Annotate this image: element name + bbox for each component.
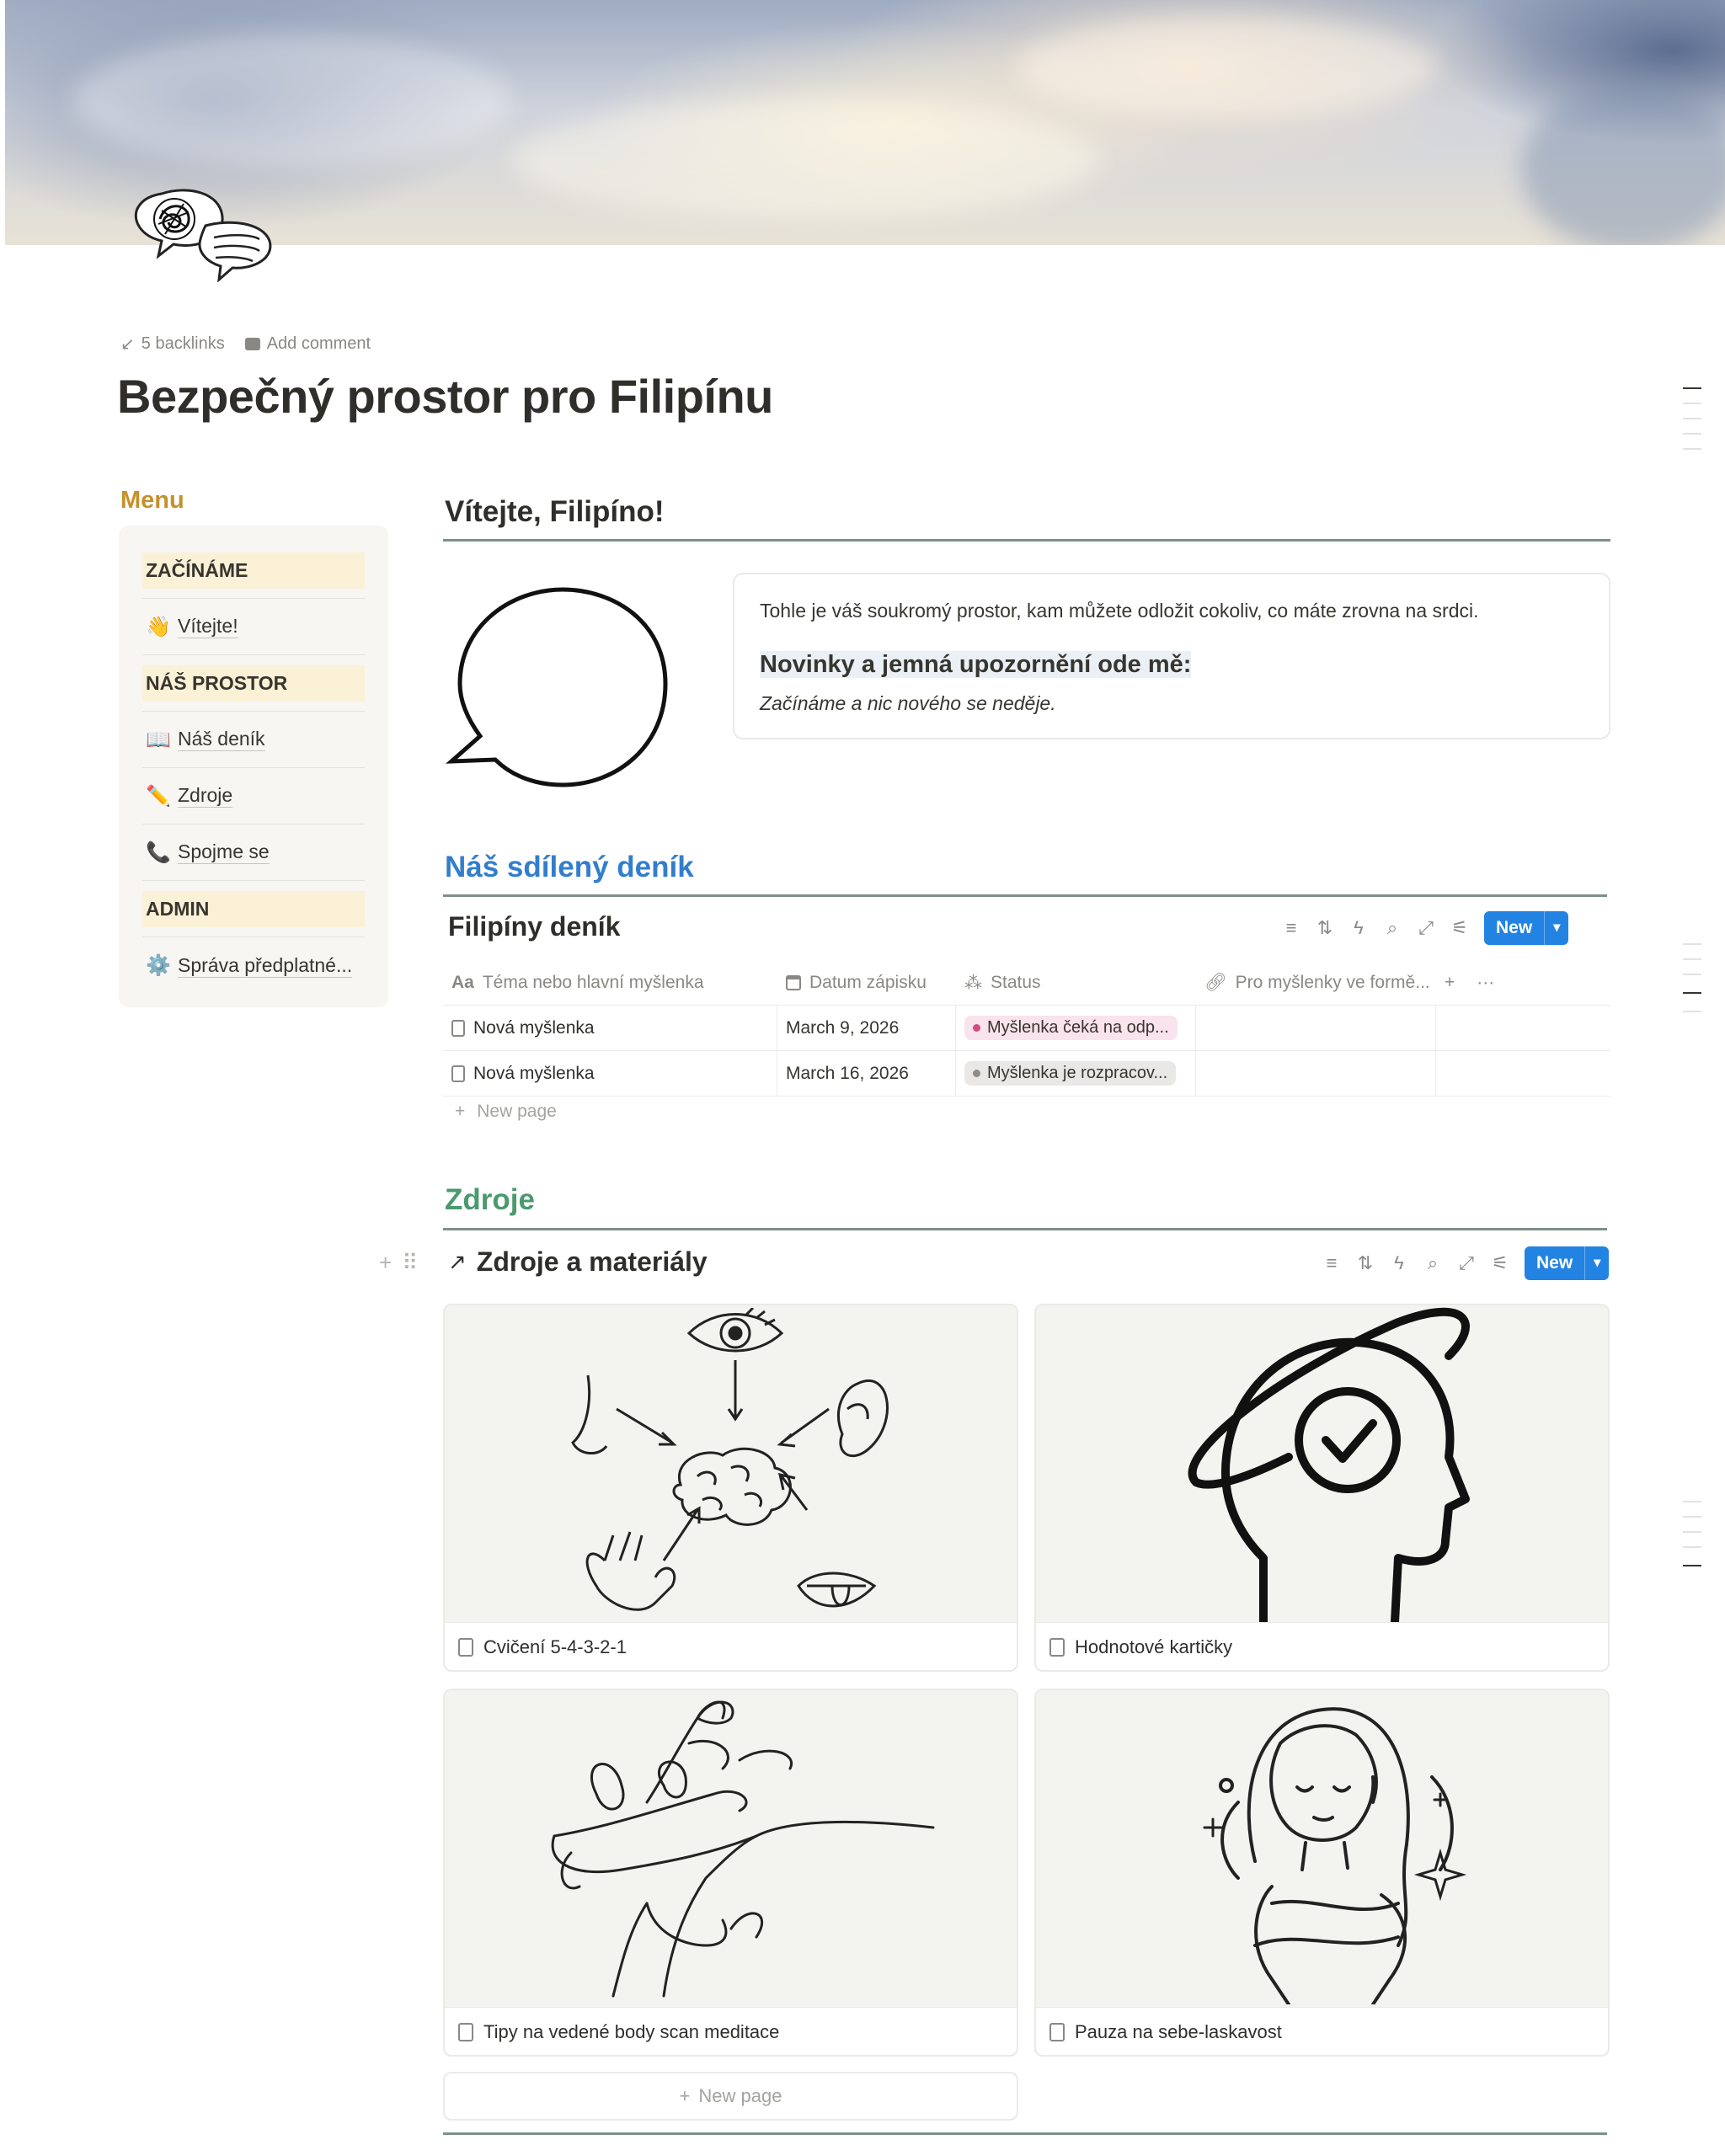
status-icon: ⁂ — [964, 973, 982, 993]
menu-section-nas-prostor: NÁŠ PROSTOR — [142, 655, 365, 712]
pencil-icon: ✏️ — [146, 784, 171, 808]
more-icon[interactable]: ··· — [1477, 973, 1495, 992]
status-badge: Myšlenka čeká na odp... — [964, 1016, 1178, 1040]
welcome-callout: Tohle je váš soukromý prostor, kam můžete odložit cokoliv, co máte zrovna na srdci. Novinky a jemná upozornění ode mě: Začínáme a nic nového se neděje. — [733, 573, 1610, 739]
journal-heading: Náš sdílený deník — [445, 851, 694, 883]
self-hug-illustration — [1146, 1693, 1499, 2004]
gallery-card[interactable]: Pauza na sebe-laskavost — [1034, 1689, 1610, 2057]
welcome-heading: Vítejte, Filipíno! — [445, 495, 665, 528]
menu-section-zaciname: ZAČÍNÁME — [142, 542, 365, 599]
expand-icon[interactable]: ⤢ — [1459, 1252, 1474, 1273]
status-badge: Myšlenka je rozpracov... — [964, 1061, 1176, 1086]
drag-handle-icon[interactable]: ⠿ — [402, 1250, 419, 1275]
add-property-icon[interactable]: + — [1445, 973, 1455, 992]
page-icon — [451, 1065, 465, 1082]
column-header-form[interactable]: 🔗︎ Pro myšlenky ve formě... — [1204, 973, 1430, 992]
menu-link-spojme-se[interactable]: 📞 Spojme se — [142, 825, 365, 881]
menu-title: Menu — [120, 487, 184, 514]
sort-icon[interactable]: ⇅ — [1357, 1252, 1374, 1273]
journal-table — [443, 960, 1610, 1097]
table-row[interactable]: Nová myšlenka March 9, 2026 Myšlenka čeká na odp... — [443, 1006, 1610, 1051]
menu-box — [119, 526, 388, 1007]
column-header-topic[interactable]: Aa Téma nebo hlavní myšlenka — [451, 973, 704, 992]
resources-heading: Zdroje — [445, 1183, 535, 1216]
menu-link-nas-denik[interactable]: 📖 Náš deník — [142, 712, 365, 768]
expand-icon[interactable]: ⤢ — [1418, 917, 1434, 938]
page-icon — [458, 2023, 473, 2041]
waving-hand-icon: 👋 — [146, 615, 171, 638]
journal-new-page[interactable]: + New page — [455, 1102, 557, 1121]
link-icon: 🔗︎ — [1204, 973, 1227, 992]
divider — [443, 539, 1610, 542]
book-icon: 📖 — [146, 728, 171, 751]
journal-toolbar — [1282, 911, 1568, 945]
arrow-down-left-icon: ↙ — [120, 335, 135, 354]
menu-section-admin: ADMIN — [142, 881, 365, 937]
search-icon[interactable]: ⌕ — [1427, 1252, 1439, 1273]
news-heading: Novinky a jemná upozornění ode mě: — [760, 651, 1192, 678]
gallery-card[interactable]: Cvičení 5-4-3-2-1 — [443, 1304, 1018, 1672]
settings-icon[interactable]: ⚟ — [1492, 1252, 1509, 1273]
filter-icon[interactable]: ≡ — [1285, 917, 1297, 938]
column-header-date[interactable]: Datum zápisku — [777, 961, 956, 1005]
automation-icon[interactable]: ϟ — [1354, 917, 1364, 938]
resources-database-title[interactable]: ↗ Zdroje a materiály — [448, 1246, 708, 1277]
table-row[interactable]: Nová myšlenka March 16, 2026 Myšlenka je rozpracov... — [443, 1051, 1610, 1097]
settings-icon[interactable]: ⚟ — [1451, 917, 1468, 938]
gallery-card[interactable]: Tipy na vedené body scan meditace — [443, 1689, 1018, 2057]
page-icon — [458, 1638, 473, 1657]
comment-icon — [245, 338, 260, 350]
page-title: Bezpečný prostor pro Filipínu — [117, 370, 773, 423]
divider — [443, 1228, 1607, 1230]
divider — [443, 2132, 1607, 2135]
hand-flowers-illustration — [521, 1693, 942, 2004]
journal-database-title[interactable]: Filipíny deník — [448, 911, 621, 942]
journal-new-button[interactable]: New ▾ — [1484, 911, 1568, 945]
gallery-new-page[interactable]: + New page — [443, 2072, 1018, 2121]
chevron-down-icon[interactable]: ▾ — [1553, 921, 1561, 935]
menu-link-sprava-predplatneho[interactable]: ⚙️ Správa předplatné... — [146, 953, 353, 977]
speech-bubble-icon — [445, 581, 672, 792]
chevron-down-icon[interactable]: ▾ — [1594, 1256, 1601, 1270]
add-comment-button[interactable]: Add comment — [245, 334, 371, 355]
table-header — [443, 960, 1610, 1006]
head-checkmark-illustration — [1146, 1305, 1499, 1622]
gear-icon: ⚙️ — [146, 954, 171, 977]
page-icon — [1049, 1638, 1065, 1657]
page-icon — [451, 1020, 465, 1037]
sort-icon[interactable]: ⇅ — [1316, 917, 1333, 938]
plus-icon: + — [679, 2085, 691, 2106]
automation-icon[interactable]: ϟ — [1394, 1252, 1404, 1273]
senses-brain-illustration — [554, 1308, 908, 1620]
arrow-up-right-icon: ↗ — [448, 1249, 467, 1274]
add-block-icon[interactable]: + — [379, 1250, 393, 1275]
resources-new-button[interactable]: New ▾ — [1525, 1246, 1609, 1280]
speech-bubbles-icon[interactable] — [128, 185, 280, 282]
calendar-icon — [786, 975, 801, 990]
page-icon — [1049, 2023, 1065, 2041]
backlinks-link[interactable]: ↙ 5 backlinks — [120, 334, 225, 354]
news-text: Začínáme a nic nového se neděje. — [760, 692, 1056, 714]
divider — [443, 894, 1607, 897]
phone-icon: 📞 — [146, 841, 171, 864]
search-icon[interactable]: ⌕ — [1386, 917, 1398, 938]
resources-toolbar — [1322, 1246, 1609, 1280]
gallery-card[interactable]: Hodnotové kartičky — [1034, 1304, 1610, 1672]
text-property-icon: Aa — [451, 973, 474, 992]
menu-link-zdroje[interactable]: ✏️ Zdroje — [142, 768, 365, 825]
column-header-status[interactable]: ⁂ Status — [964, 973, 1041, 993]
menu-link-vitejte[interactable]: 👋 Vítejte! — [142, 599, 365, 655]
filter-icon[interactable]: ≡ — [1326, 1252, 1338, 1273]
plus-icon: + — [455, 1102, 466, 1121]
